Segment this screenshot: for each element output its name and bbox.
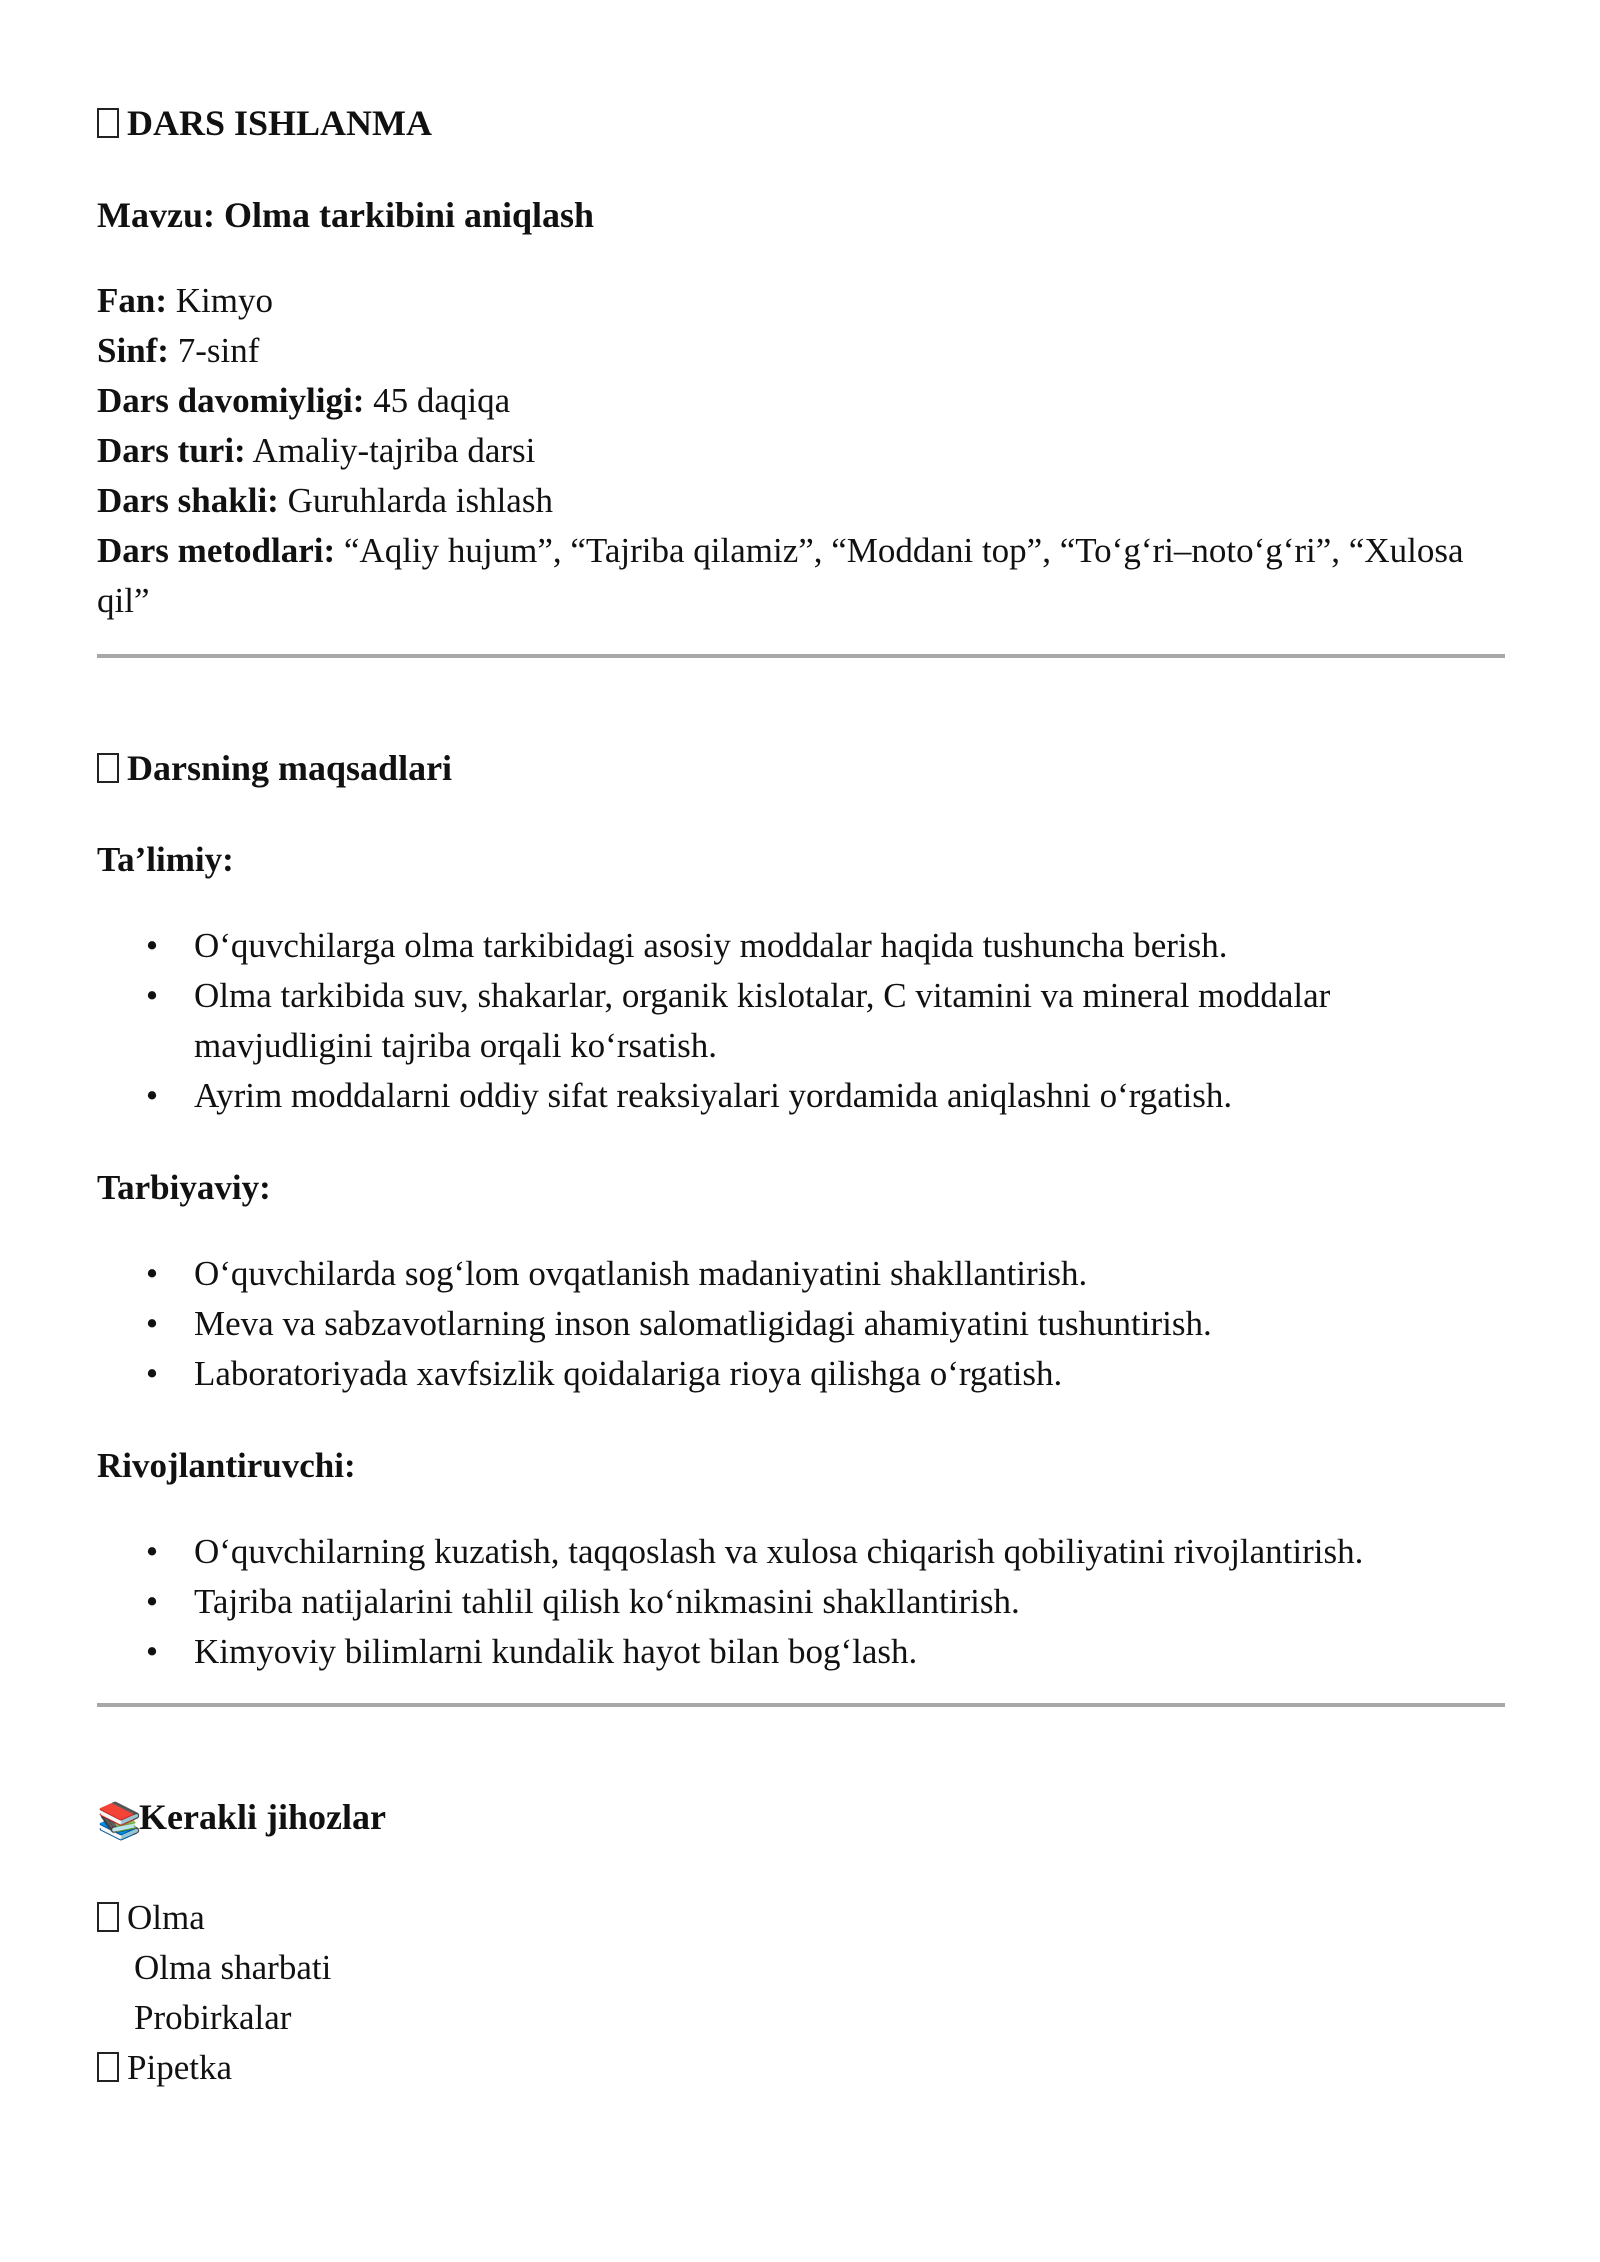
equipment-list [97,1893,1505,2093]
books-icon: 📚 [97,1801,142,1842]
list-item-text: Olma tarkibida suv, shakarlar, organik kislotalar, C vitamini va mineral moddalar mavjudligini tajriba orqali ko‘rsatish. [194,976,1331,1065]
equipment-item-text: Probirkalar [134,1998,292,2037]
lesson-topic: Mavzu: Olma tarkibini aniqlash [97,195,595,235]
goal-list [97,921,1505,1121]
goal-group-title: Rivojlantiruvchi: [97,1446,356,1485]
list-item [97,1577,1505,1627]
section-divider [97,1703,1505,1707]
meta-value: Kimyo [167,281,273,320]
equipment-item [97,1943,1505,1993]
list-item-text: Kimyoviy bilimlarni kundalik hayot bilan bog‘lash. [194,1632,918,1671]
meta-label: Dars shakli: [97,481,279,520]
document-title [97,98,1505,148]
list-item-text: O‘quvchilarning kuzatish, taqqoslash va xulosa chiqarish qobiliyatini rivojlantirish. [194,1532,1364,1571]
list-item [97,971,1505,1071]
equipment-item [97,2043,1505,2093]
missing-glyph-icon [97,753,119,783]
list-item [97,1299,1505,1349]
meta-grade [97,326,1505,376]
missing-glyph-icon [97,108,119,138]
equipment-item-text: Pipetka [127,2048,232,2087]
goal-group-title: Tarbiyaviy: [97,1168,271,1207]
meta-value: Amaliy-tajriba darsi [245,431,536,470]
equipment-heading-text: Kerakli jihozlar [139,1797,386,1837]
meta-lesson-form [97,476,1505,526]
bullet-icon: • [145,1076,159,1115]
meta-subject [97,276,1505,326]
equipment-item-text: Olma [127,1898,205,1937]
meta-value: “Aqliy hujum”, “Tajriba qilamiz”, “Moddani top”, “To‘g‘ri–noto‘g‘ri”, “Xulosa qil” [97,531,1464,620]
meta-methods [97,526,1505,626]
missing-glyph-icon [97,2052,119,2082]
list-item-text: Laboratoriyada xavfsizlik qoidalariga rioya qilishga o‘rgatish. [194,1354,1063,1393]
goals-heading [97,743,1505,793]
list-item [97,921,1505,971]
equipment-item [97,1993,1505,2043]
bullet-icon: • [145,1354,159,1393]
bullet-icon: • [145,1254,159,1293]
goal-list [97,1249,1505,1399]
list-item [97,1349,1505,1399]
meta-label: Dars metodlari: [97,531,336,570]
bullet-icon: • [145,976,159,1015]
meta-value: 45 daqiqa [364,381,511,420]
bullet-icon: • [145,1532,159,1571]
bullet-icon: • [145,1582,159,1621]
meta-lesson-type [97,426,1505,476]
missing-glyph-icon [97,1902,119,1932]
list-item [97,1627,1505,1677]
document-title-text: DARS ISHLANMA [127,103,433,143]
meta-value: 7-sinf [168,331,260,370]
equipment-item [97,1893,1505,1943]
section-divider [97,654,1505,658]
list-item [97,1249,1505,1299]
goals-heading-text: Darsning maqsadlari [127,748,453,788]
list-item [97,1071,1505,1121]
meta-label: Dars turi: [97,431,246,470]
list-item [97,1527,1505,1577]
list-item-text: Ayrim moddalarni oddiy sifat reaksiyalari yordamida aniqlashni o‘rgatish. [194,1076,1233,1115]
document-content [97,98,1505,2093]
equipment-item-text: Olma sharbati [134,1948,332,1987]
meta-label: Fan: [97,281,167,320]
list-item-text: Tajriba natijalarini tahlil qilish ko‘nikmasini shakllantirish. [194,1582,1020,1621]
equipment-heading [97,1792,1505,1847]
bullet-icon: • [145,1304,159,1343]
goal-group-title: Ta’limiy: [97,840,234,879]
meta-label: Sinf: [97,331,169,370]
bullet-icon: • [145,926,159,965]
list-item-text: O‘quvchilarga olma tarkibidagi asosiy moddalar haqida tushuncha berish. [194,926,1228,965]
meta-duration [97,376,1505,426]
lesson-meta [97,276,1505,626]
meta-label: Dars davomiyligi: [97,381,365,420]
list-item-text: Meva va sabzavotlarning inson salomatligidagi ahamiyatini tushuntirish. [194,1304,1212,1343]
meta-value: Guruhlarda ishlash [278,481,553,520]
bullet-icon: • [145,1632,159,1671]
list-item-text: O‘quvchilarda sog‘lom ovqatlanish madaniyatini shakllantirish. [194,1254,1088,1293]
goal-list [97,1527,1505,1677]
